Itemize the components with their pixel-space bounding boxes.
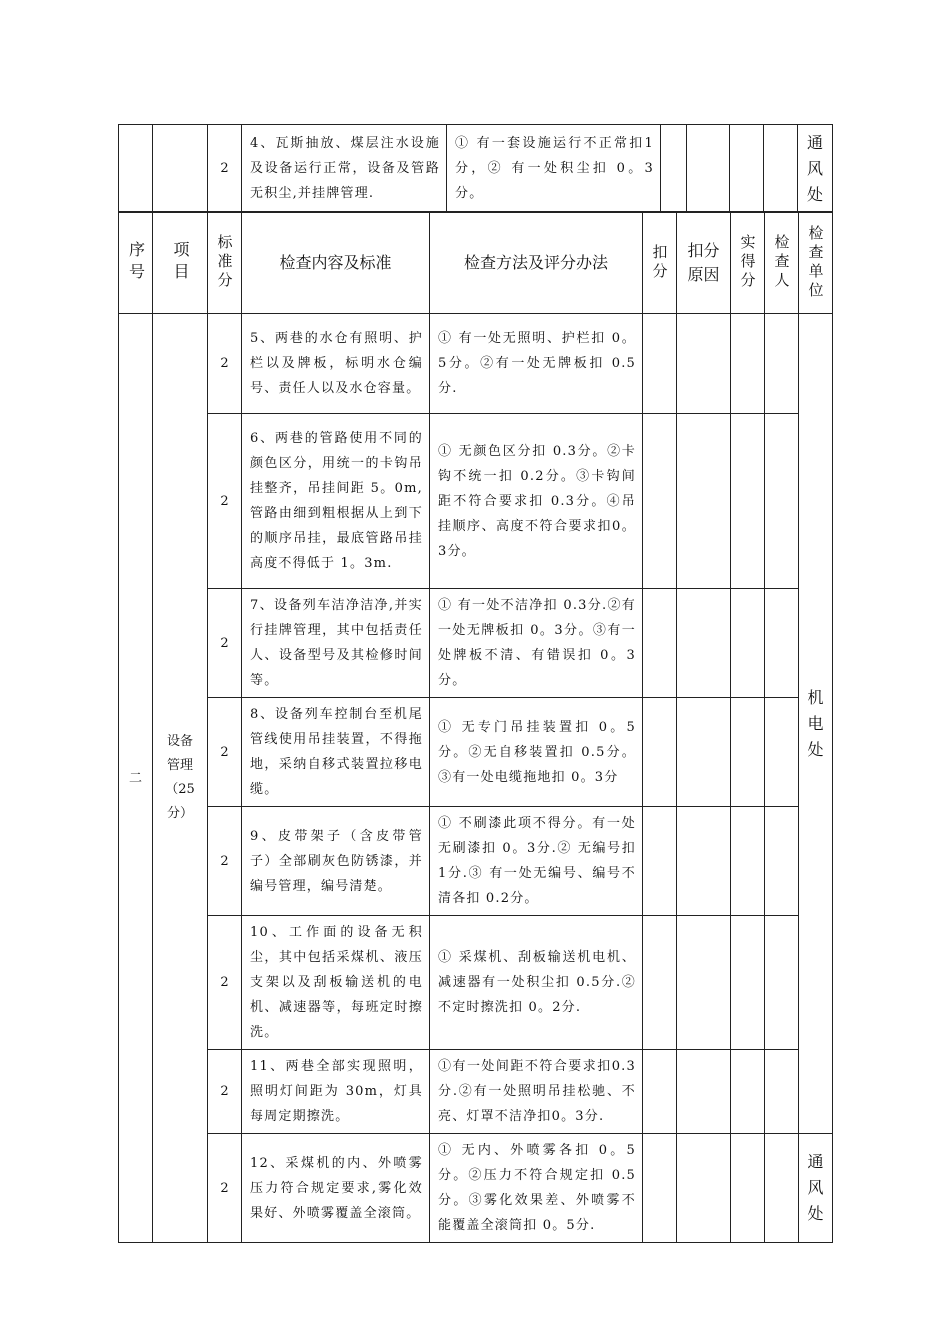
method-cell: ① 采煤机、刮板输送机电机、减速器有一处积尘扣 0.5分.②不定时擦洗扣 0。2分. — [430, 916, 643, 1050]
reason-cell — [677, 916, 731, 1050]
score-cell: 2 — [208, 1050, 242, 1134]
deduct-cell — [643, 589, 677, 698]
deduct-cell — [643, 698, 677, 807]
deduct-cell — [643, 314, 677, 414]
actual-cell — [731, 916, 765, 1050]
score-cell: 2 — [208, 589, 242, 698]
seq-cell — [119, 125, 153, 213]
header-content: 检查内容及标准 — [242, 212, 430, 314]
inspector-cell — [765, 314, 799, 414]
reason-cell — [677, 698, 731, 807]
table-row — [119, 125, 833, 213]
inspector-cell — [764, 125, 798, 213]
reason-cell — [677, 1134, 731, 1243]
content-cell: 5、两巷的水仓有照明、护栏以及牌板，标明水仓编号、责任人以及水仓容量。 — [242, 314, 430, 414]
reason-cell — [677, 807, 731, 916]
score-cell: 2 — [208, 125, 242, 213]
table-row — [119, 1050, 833, 1134]
actual-cell — [731, 1050, 765, 1134]
inspector-cell — [765, 807, 799, 916]
inspector-cell — [765, 698, 799, 807]
table-row — [119, 314, 833, 414]
score-cell: 2 — [208, 698, 242, 807]
deduct-cell — [643, 1134, 677, 1243]
inspector-cell — [765, 916, 799, 1050]
deduct-cell — [661, 125, 687, 213]
content-cell: 9、皮带架子（含皮带管子）全部刷灰色防锈漆，并编号管理，编号清楚。 — [242, 807, 430, 916]
content-cell: 11、两巷全部实现照明，照明灯间距为 30m，灯具每周定期擦洗。 — [242, 1050, 430, 1134]
header-item: 项目 — [153, 212, 208, 314]
content-cell: 7、设备列车洁净洁净,并实行挂牌管理，其中包括责任人、设备型号及其检修时间等。 — [242, 589, 430, 698]
project-cell — [153, 125, 208, 213]
section-seq: 二 — [119, 314, 153, 1243]
method-cell: ① 有一处无照明、护栏扣 0。5分。②有一处无牌板扣 0.5分. — [430, 314, 643, 414]
method-cell: ① 无内、外喷雾各扣 0。5分。②压力不符合规定扣 0.5分。③雾化效果差、外喷雾不能覆盖全滚筒扣 0。5分. — [430, 1134, 643, 1243]
reason-cell — [677, 314, 731, 414]
method-cell: ① 无专门吊挂装置扣 0。5分。②无自移装置扣 0.5分。③有一处电缆拖地扣 0。3分 — [430, 698, 643, 807]
table-row — [119, 807, 833, 916]
content-cell: 8、设备列车控制台至机尾管线使用吊挂装置，不得拖地，采纳自移式装置拉移电缆。 — [242, 698, 430, 807]
header-standard-score: 标准分 — [208, 212, 242, 314]
inspector-cell — [765, 414, 799, 589]
actual-cell — [731, 314, 765, 414]
header-row — [119, 212, 833, 314]
actual-cell — [731, 1134, 765, 1243]
reason-cell — [687, 125, 730, 213]
score-cell: 2 — [208, 414, 242, 589]
actual-cell — [731, 414, 765, 589]
actual-cell — [731, 698, 765, 807]
deduct-cell — [643, 1050, 677, 1134]
table-row — [119, 589, 833, 698]
method-cell: ① 不刷漆此项不得分。有一处无刷漆扣 0。3分.② 无编号扣1分.③ 有一处无编号、编号不清各扣 0.2分。 — [430, 807, 643, 916]
reason-cell — [677, 1050, 731, 1134]
method-cell: ① 有一套设施运行不正常扣1分，② 有一处积尘扣 0。3分。 — [447, 125, 661, 213]
header-unit: 检查单位 — [799, 212, 833, 314]
header-deduct: 扣分 — [643, 212, 677, 314]
header-inspector: 检查人 — [765, 212, 799, 314]
table-row — [119, 414, 833, 589]
header-seq: 序号 — [119, 212, 153, 314]
actual-cell — [731, 807, 765, 916]
score-cell: 2 — [208, 916, 242, 1050]
header-reason: 扣分原因 — [677, 212, 731, 314]
reason-cell — [677, 414, 731, 589]
content-cell: 12、采煤机的内、外喷雾压力符合规定要求,雾化效果好、外喷雾覆盖全滚筒。 — [242, 1134, 430, 1243]
header-method: 检查方法及评分办法 — [430, 212, 643, 314]
actual-cell — [730, 125, 764, 213]
inspection-table — [118, 211, 833, 1243]
deduct-cell — [643, 807, 677, 916]
table-row — [119, 698, 833, 807]
unit-cell-vent: 通 风 处 — [799, 1134, 833, 1243]
inspector-cell — [765, 589, 799, 698]
deduct-cell — [643, 414, 677, 589]
method-cell: ①有一处间距不符合要求扣0.3分.②有一处照明吊挂松驰、不亮、灯罩不洁净扣0。3分. — [430, 1050, 643, 1134]
reason-cell — [677, 589, 731, 698]
content-cell: 10、工作面的设备无积尘，其中包括采煤机、液压支架以及刮板输送机的电机、减速器等，每班定时擦洗。 — [242, 916, 430, 1050]
score-cell: 2 — [208, 1134, 242, 1243]
table-row — [119, 916, 833, 1050]
deduct-cell — [643, 916, 677, 1050]
section-project: 设备 管理 （25 分） — [153, 314, 208, 1243]
continuation-table — [118, 124, 833, 213]
unit-cell-mech: 机 电 处 — [799, 314, 833, 1134]
content-cell: 6、两巷的管路使用不同的颜色区分，用统一的卡钩吊挂整齐，吊挂间距 5。0m,管路由细到粗根据从上到下的顺序吊挂，最底管路吊挂高度不得低于 1。3m. — [242, 414, 430, 589]
method-cell: ① 无颜色区分扣 0.3分。②卡钩不统一扣 0.2分。③卡钩间距不符合要求扣 0.3分。④吊挂顺序、高度不符合要求扣0。3分。 — [430, 414, 643, 589]
inspector-cell — [765, 1050, 799, 1134]
content-cell: 4、瓦斯抽放、煤层注水设施及设备运行正常，设备及管路无积尘,并挂牌管理. — [242, 125, 447, 213]
inspector-cell — [765, 1134, 799, 1243]
method-cell: ① 有一处不洁净扣 0.3分.②有一处无牌板扣 0。3分。③有一处牌板不清、有错误扣 0。3分。 — [430, 589, 643, 698]
score-cell: 2 — [208, 314, 242, 414]
table-row — [119, 1134, 833, 1243]
score-cell: 2 — [208, 807, 242, 916]
unit-cell: 通 风 处 — [798, 125, 833, 213]
actual-cell — [731, 589, 765, 698]
header-actual: 实得分 — [731, 212, 765, 314]
